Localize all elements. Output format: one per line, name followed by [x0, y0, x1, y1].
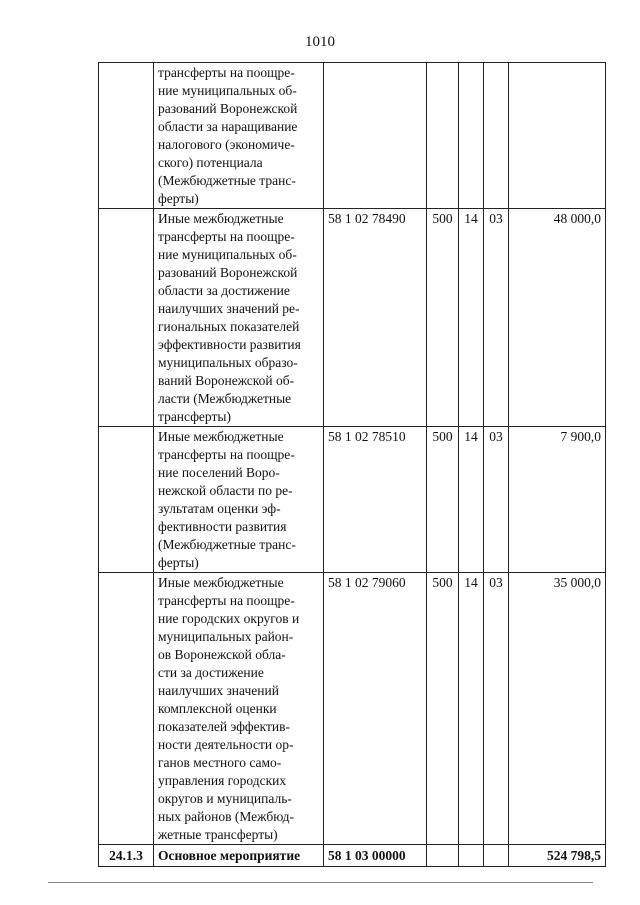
row-description: трансферты на поощре- ние муниципальных об- разований Воронежской области за наращивание налогового (экономиче- ского) потенциала (Межбюджетные транс- ферты) [154, 63, 324, 209]
row-rz: 14 [459, 427, 484, 573]
total-row-rz [459, 845, 484, 867]
row-code: 58 1 02 78510 [324, 427, 427, 573]
row-pr: 03 [484, 427, 509, 573]
row-rz [459, 63, 484, 209]
row-amount [509, 63, 606, 209]
row-rz: 14 [459, 209, 484, 427]
page-number: 1010 [305, 34, 335, 50]
total-row-vr [427, 845, 459, 867]
row-vr: 500 [427, 209, 459, 427]
row-vr [427, 63, 459, 209]
row-vr: 500 [427, 573, 459, 845]
table-row [99, 427, 606, 573]
row-amount: 35 000,0 [509, 573, 606, 845]
row-number [99, 573, 154, 845]
row-code [324, 63, 427, 209]
row-description: Иные межбюджетные трансферты на поощре- ние муниципальных об- разований Воронежской области за достижение наилучших значений ре- гиональных показателей эффективности развития муниципальных образо- ваний Воронежской об- ласти (Межбюджетные трансферты) [154, 209, 324, 427]
row-code: 58 1 02 79060 [324, 573, 427, 845]
row-code: 58 1 02 78490 [324, 209, 427, 427]
row-description: Иные межбюджетные трансферты на поощре- ние поселений Воро- нежской области по ре- зультатам оценки эф- фективности развития (Межбюджетные транс- ферты) [154, 427, 324, 573]
row-vr: 500 [427, 427, 459, 573]
total-row-pr [484, 845, 509, 867]
row-pr: 03 [484, 209, 509, 427]
footer-rule [48, 882, 593, 883]
table-body [99, 63, 606, 867]
table-row [99, 209, 606, 427]
table-row [99, 573, 606, 845]
row-description: Иные межбюджетные трансферты на поощре- ние городских округов и муниципальных район- ов Воронежской обла- сти за достижение наилучших значений комплексной оценки показателей эффектив- ности деятельности ор- ганов местного само- управления городских округов и муниципаль- ных районов (Межбюд- жетные трансферты) [154, 573, 324, 845]
row-rz: 14 [459, 573, 484, 845]
row-number [99, 427, 154, 573]
row-amount: 48 000,0 [509, 209, 606, 427]
row-number [99, 209, 154, 427]
total-row-amount: 524 798,5 [509, 845, 606, 867]
row-amount: 7 900,0 [509, 427, 606, 573]
budget-table [98, 62, 606, 867]
row-pr: 03 [484, 573, 509, 845]
total-row-code: 58 1 03 00000 [324, 845, 427, 867]
row-pr [484, 63, 509, 209]
total-row-number: 24.1.3 [99, 845, 154, 867]
table-row [99, 63, 606, 209]
total-row [99, 845, 606, 867]
row-number [99, 63, 154, 209]
total-row-description: Основное мероприятие [154, 845, 324, 867]
